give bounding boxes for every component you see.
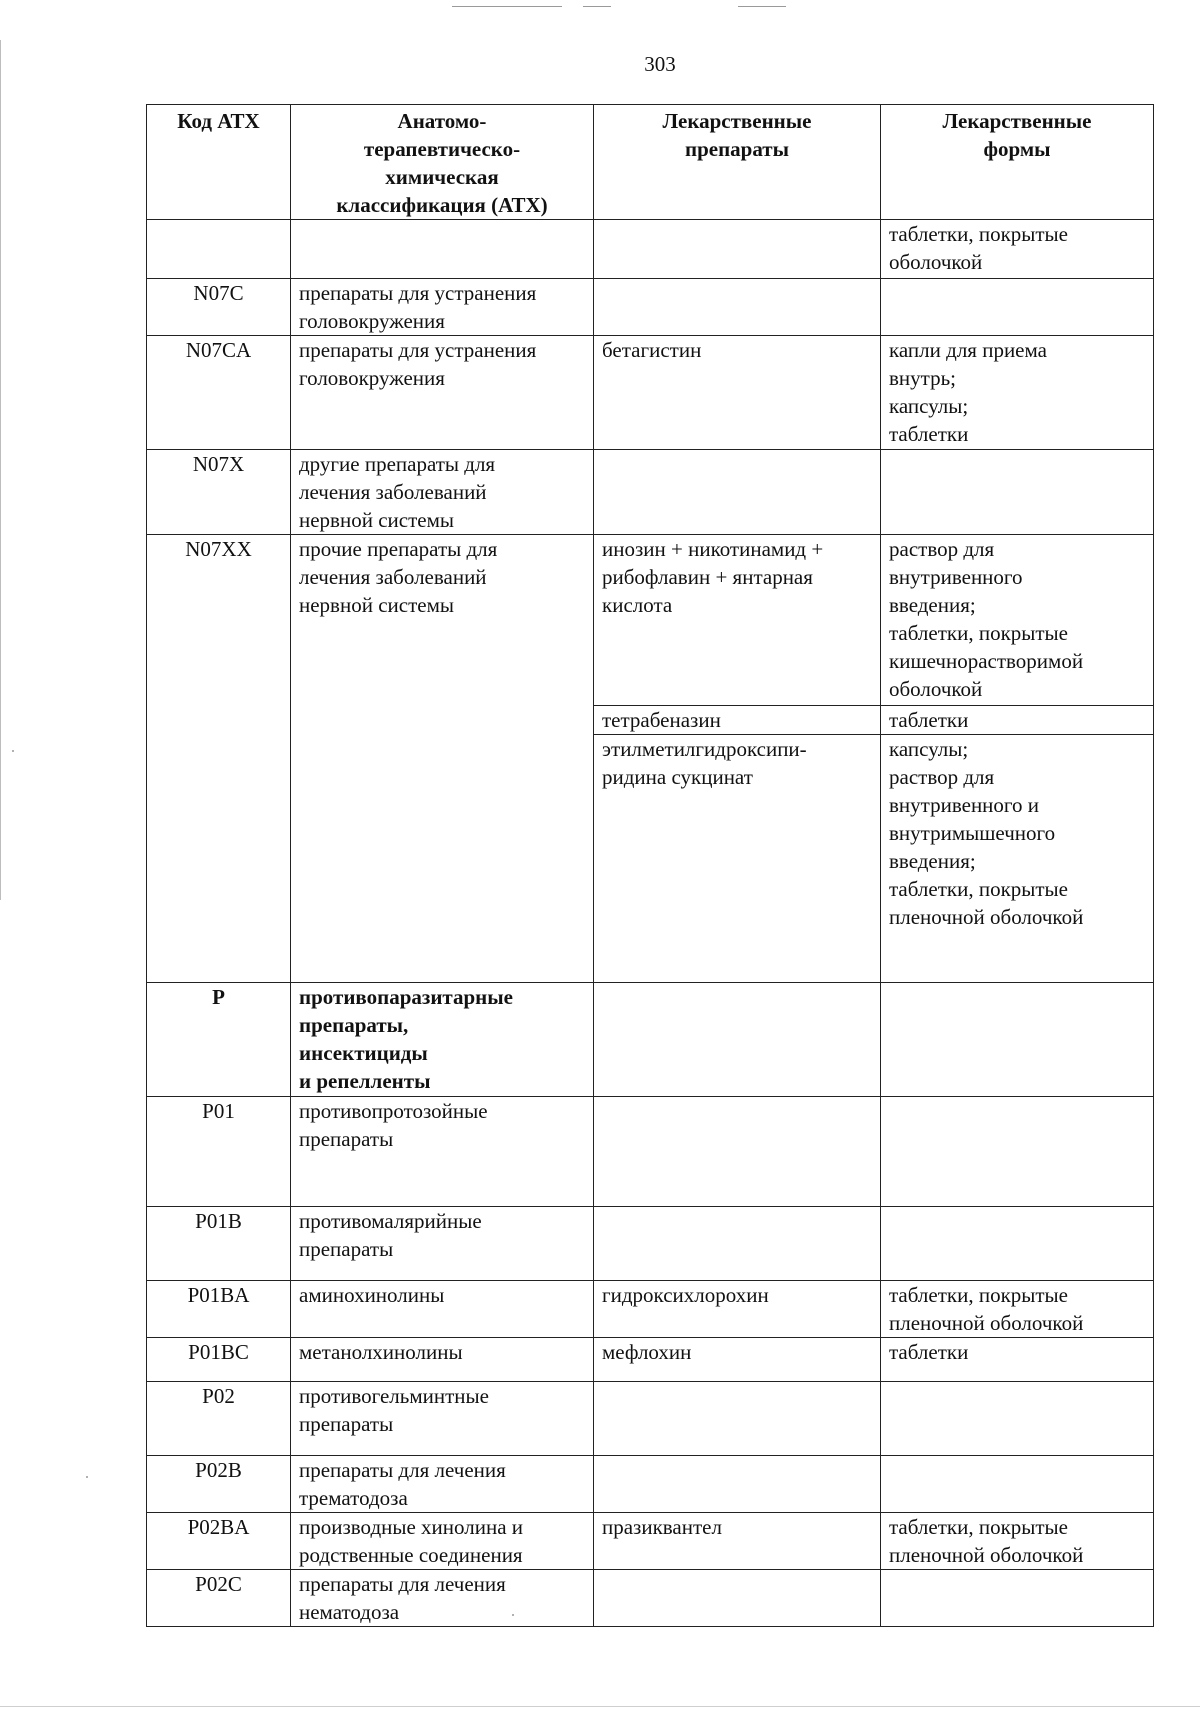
dosage-form-cell	[881, 1207, 1154, 1281]
drug-cell	[594, 1207, 881, 1281]
header-classification: Анатомо- терапевтическо- химическая классификация (АТХ)	[291, 105, 594, 220]
table-header-row	[147, 105, 1154, 220]
drug-cell: гидроксихлорохин	[594, 1281, 881, 1338]
atx-name-cell: противогельминтные препараты	[291, 1382, 594, 1456]
table-row	[147, 1281, 1154, 1338]
scan-speck	[86, 1476, 88, 1478]
dosage-form-cell	[881, 1382, 1154, 1456]
drug-cell: празиквантел	[594, 1513, 881, 1570]
drug-cell	[594, 983, 881, 1097]
atx-code-cell: P02BA	[147, 1513, 291, 1570]
atx-code-cell: P02	[147, 1382, 291, 1456]
dosage-form-cell: таблетки	[881, 706, 1154, 735]
atx-code-cell: P02B	[147, 1456, 291, 1513]
dosage-form-cell	[881, 450, 1154, 535]
atx-code-cell	[147, 220, 291, 279]
drug-cell: мефлохин	[594, 1338, 881, 1382]
header-code: Код АТХ	[147, 105, 291, 220]
atx-name-cell: противопаразитарные препараты, инсектициды и репелленты	[291, 983, 594, 1097]
atx-name-cell: противомалярийные препараты	[291, 1207, 594, 1281]
dosage-form-cell	[881, 1570, 1154, 1627]
atx-code-cell: N07XX	[147, 535, 291, 983]
atx-name-cell	[291, 220, 594, 279]
atx-code-cell: P01BC	[147, 1338, 291, 1382]
table-row	[147, 535, 1154, 706]
table-row	[147, 336, 1154, 450]
dosage-form-cell	[881, 1097, 1154, 1207]
dosage-form-cell	[881, 983, 1154, 1097]
atx-code-cell: N07X	[147, 450, 291, 535]
atx-code-cell: P01	[147, 1097, 291, 1207]
drug-cell	[594, 279, 881, 336]
atx-name-cell: метанолхинолины	[291, 1338, 594, 1382]
drug-cell	[594, 1097, 881, 1207]
scan-edge-mark	[583, 6, 611, 7]
atx-code-cell: P	[147, 983, 291, 1097]
table-row	[147, 1097, 1154, 1207]
table-row	[147, 1338, 1154, 1382]
dosage-form-cell: капсулы; раствор для внутривенного и внутримышечного введения; таблетки, покрытые пленочной оболочкой	[881, 735, 1154, 983]
atx-name-cell: другие препараты для лечения заболеваний нервной системы	[291, 450, 594, 535]
drug-cell: этилметилгидроксипи- ридина сукцинат	[594, 735, 881, 983]
dosage-form-cell: раствор для внутривенного введения; таблетки, покрытые кишечнорастворимой оболочкой	[881, 535, 1154, 706]
dosage-form-cell: капли для приема внутрь; капсулы; таблетки	[881, 336, 1154, 450]
drug-cell: тетрабеназин	[594, 706, 881, 735]
atx-code-cell: N07CA	[147, 336, 291, 450]
atx-name-cell: противопротозойные препараты	[291, 1097, 594, 1207]
dosage-form-cell: таблетки, покрытые пленочной оболочкой	[881, 1281, 1154, 1338]
atx-name-cell: препараты для устранения головокружения	[291, 336, 594, 450]
scan-edge-mark	[0, 1706, 1200, 1707]
table-row	[147, 1456, 1154, 1513]
table-row	[147, 1207, 1154, 1281]
scan-edge-mark	[738, 6, 786, 7]
drug-cell: инозин + никотинамид + рибофлавин + янтарная кислота	[594, 535, 881, 706]
dosage-form-cell: таблетки, покрытые оболочкой	[881, 220, 1154, 279]
table-row	[147, 279, 1154, 336]
dosage-form-cell: таблетки	[881, 1338, 1154, 1382]
dosage-form-cell	[881, 279, 1154, 336]
dosage-form-cell	[881, 1456, 1154, 1513]
header-forms: Лекарственные формы	[881, 105, 1154, 220]
atx-name-cell: аминохинолины	[291, 1281, 594, 1338]
atx-code-cell: P01BA	[147, 1281, 291, 1338]
drug-cell	[594, 220, 881, 279]
atx-name-cell: препараты для лечения нематодоза	[291, 1570, 594, 1627]
atx-name-cell: прочие препараты для лечения заболеваний нервной системы	[291, 535, 594, 983]
table-row	[147, 1513, 1154, 1570]
drug-cell	[594, 450, 881, 535]
atx-name-cell: производные хинолина и родственные соединения	[291, 1513, 594, 1570]
atx-name-cell: препараты для устранения головокружения	[291, 279, 594, 336]
dosage-form-cell: таблетки, покрытые пленочной оболочкой	[881, 1513, 1154, 1570]
drug-cell	[594, 1456, 881, 1513]
drug-cell	[594, 1570, 881, 1627]
atx-code-cell: N07C	[147, 279, 291, 336]
atx-code-cell: P02C	[147, 1570, 291, 1627]
atx-code-cell: P01B	[147, 1207, 291, 1281]
scan-side-edge	[0, 40, 1, 900]
table-row	[147, 983, 1154, 1097]
table-row	[147, 1382, 1154, 1456]
atx-classification-table	[146, 104, 1154, 1627]
scan-edge-mark	[452, 6, 562, 7]
header-drugs: Лекарственные препараты	[594, 105, 881, 220]
table-row	[147, 220, 1154, 279]
drug-cell: бетагистин	[594, 336, 881, 450]
atx-name-cell: препараты для лечения трематодоза	[291, 1456, 594, 1513]
table-row	[147, 450, 1154, 535]
drug-cell	[594, 1382, 881, 1456]
scan-speck	[12, 750, 14, 752]
table-row	[147, 1570, 1154, 1627]
page-number: 303	[644, 52, 676, 76]
